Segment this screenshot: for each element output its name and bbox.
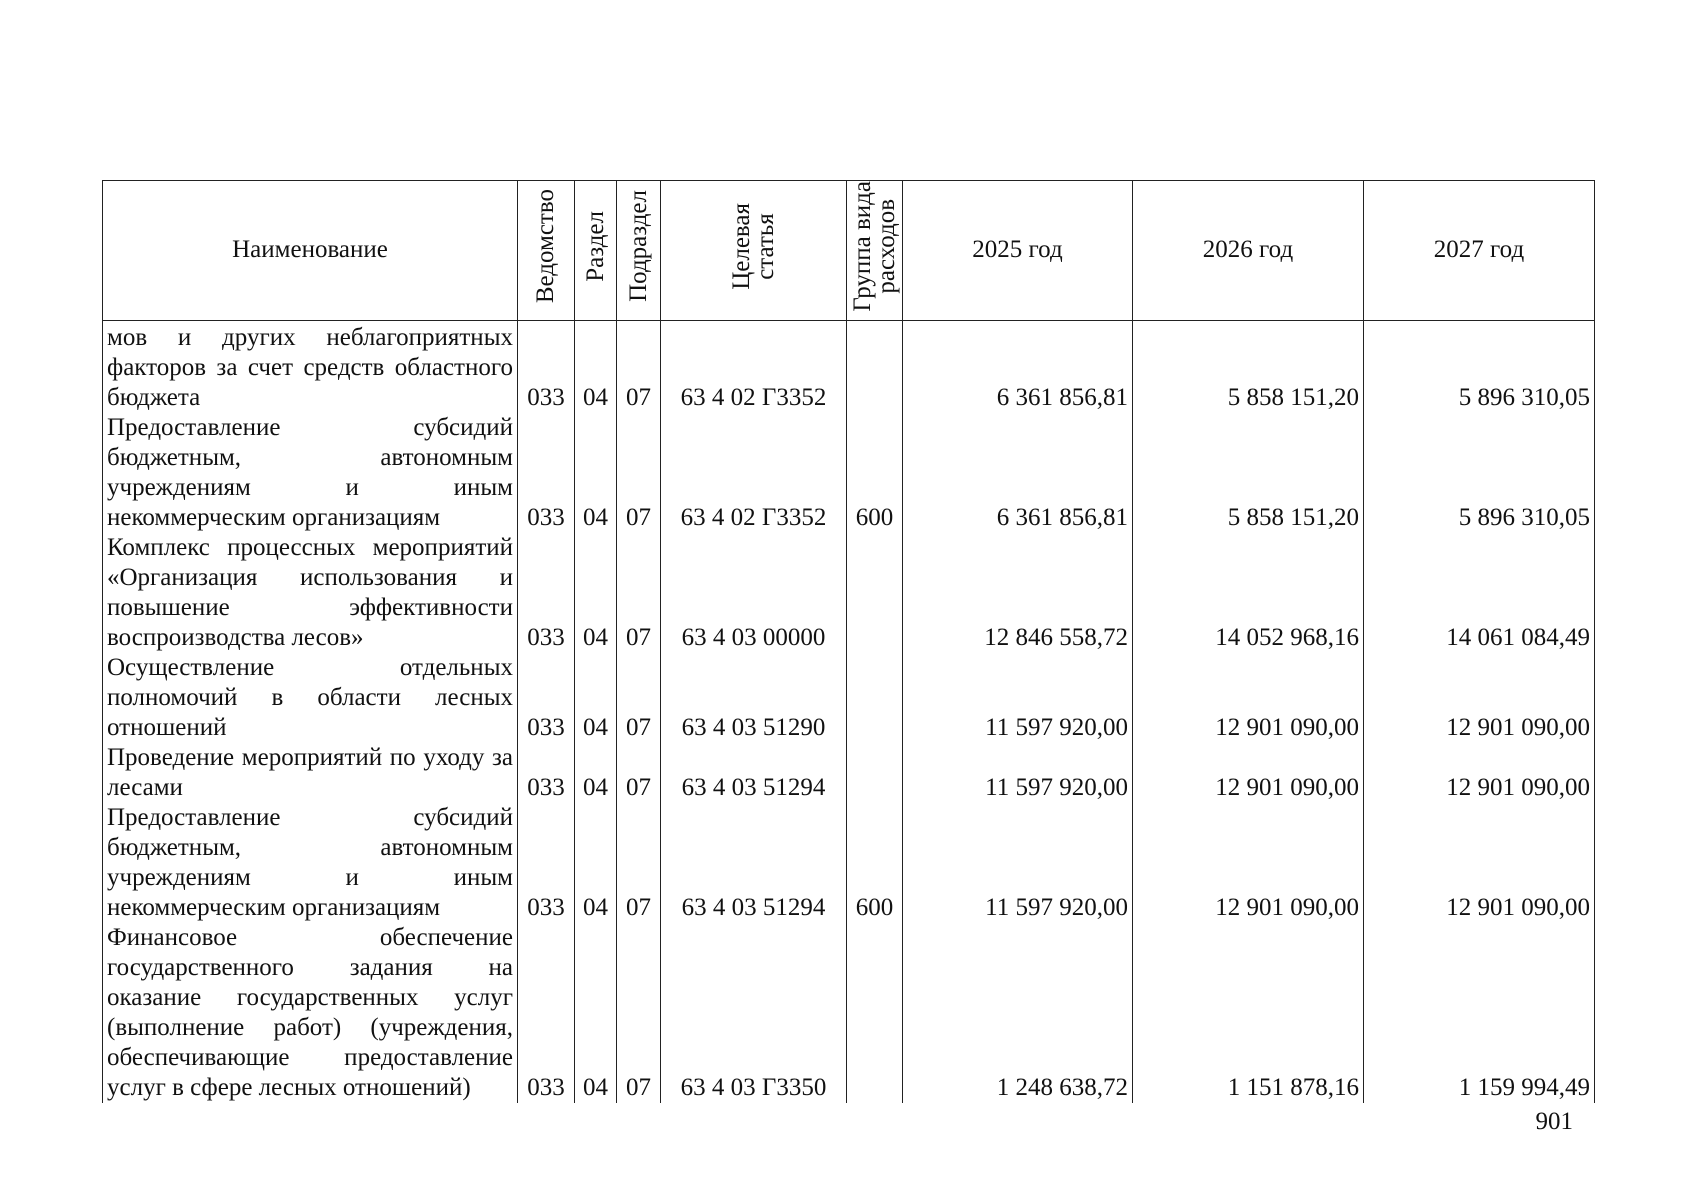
header-target-item: Целевая статья [661, 181, 847, 321]
row-amount-2026: 5 858 151,20 [1133, 320, 1364, 413]
row-expense-group [847, 743, 903, 803]
row-target-item: 63 4 02 Г3352 [661, 320, 847, 413]
row-amount-2025: 11 597 920,00 [903, 653, 1133, 743]
row-amount-2025: 6 361 856,81 [903, 320, 1133, 413]
row-amount-2025: 1 248 638,72 [903, 923, 1133, 1103]
page-number: 901 [1535, 1108, 1573, 1135]
row-expense-group [847, 923, 903, 1103]
row-department: 033 [518, 320, 575, 413]
row-subsection: 07 [617, 533, 661, 653]
row-target-item: 63 4 03 Г3350 [661, 923, 847, 1103]
row-subsection: 07 [617, 320, 661, 413]
row-amount-2025: 11 597 920,00 [903, 803, 1133, 923]
row-subsection: 07 [617, 653, 661, 743]
table-row [103, 320, 1595, 413]
header-expense-group: Группа вида расходов [847, 181, 903, 321]
row-target-item: 63 4 03 51290 [661, 653, 847, 743]
row-name: мов и других неблагоприятных факторов за счет средств областного бюджета [103, 320, 518, 413]
table-row [103, 923, 1595, 1103]
row-section: 04 [575, 653, 617, 743]
row-subsection: 07 [617, 923, 661, 1103]
row-subsection: 07 [617, 803, 661, 923]
row-section: 04 [575, 803, 617, 923]
row-subsection: 07 [617, 413, 661, 533]
row-amount-2026: 14 052 968,16 [1133, 533, 1364, 653]
header-year-2027: 2027 год [1364, 181, 1595, 321]
row-amount-2027: 12 901 090,00 [1364, 743, 1595, 803]
table-row [103, 653, 1595, 743]
row-department: 033 [518, 533, 575, 653]
row-name: Финансовое обеспечение государственного задания на оказание государственных услуг (выполнение работ) (учреждения, обеспечивающие предоставление услуг в сфере лесных отношений) [103, 923, 518, 1103]
header-year-2026: 2026 год [1133, 181, 1364, 321]
row-target-item: 63 4 03 51294 [661, 743, 847, 803]
table-row [103, 413, 1595, 533]
row-expense-group [847, 320, 903, 413]
row-amount-2026: 12 901 090,00 [1133, 803, 1364, 923]
row-amount-2025: 6 361 856,81 [903, 413, 1133, 533]
row-amount-2027: 5 896 310,05 [1364, 320, 1595, 413]
table-row [103, 533, 1595, 653]
row-amount-2025: 11 597 920,00 [903, 743, 1133, 803]
row-department: 033 [518, 923, 575, 1103]
row-expense-group: 600 [847, 413, 903, 533]
row-subsection: 07 [617, 743, 661, 803]
row-section: 04 [575, 743, 617, 803]
row-amount-2026: 12 901 090,00 [1133, 653, 1364, 743]
row-expense-group [847, 533, 903, 653]
row-amount-2026: 5 858 151,20 [1133, 413, 1364, 533]
row-name: Комплекс процессных мероприятий «Организация использования и повышение эффективности воспроизводства лесов» [103, 533, 518, 653]
header-name: Наименование [103, 181, 518, 321]
row-amount-2027: 5 896 310,05 [1364, 413, 1595, 533]
row-expense-group: 600 [847, 803, 903, 923]
table-row [103, 803, 1595, 923]
row-amount-2027: 1 159 994,49 [1364, 923, 1595, 1103]
row-section: 04 [575, 923, 617, 1103]
row-department: 033 [518, 743, 575, 803]
budget-table [102, 180, 1595, 1103]
row-target-item: 63 4 03 00000 [661, 533, 847, 653]
row-amount-2027: 12 901 090,00 [1364, 803, 1595, 923]
row-name: Проведение мероприятий по уходу за лесами [103, 743, 518, 803]
row-section: 04 [575, 533, 617, 653]
row-target-item: 63 4 03 51294 [661, 803, 847, 923]
row-name: Осуществление отдельных полномочий в области лесных отношений [103, 653, 518, 743]
header-department: Ведомство [518, 181, 575, 321]
row-name: Предоставление субсидий бюджетным, автономным учреждениям и иным некоммерческим организациям [103, 803, 518, 923]
row-amount-2025: 12 846 558,72 [903, 533, 1133, 653]
table-row [103, 743, 1595, 803]
row-expense-group [847, 653, 903, 743]
header-section: Раздел [575, 181, 617, 321]
row-amount-2026: 1 151 878,16 [1133, 923, 1364, 1103]
row-department: 033 [518, 803, 575, 923]
row-amount-2027: 14 061 084,49 [1364, 533, 1595, 653]
row-name: Предоставление субсидий бюджетным, автономным учреждениям и иным некоммерческим организациям [103, 413, 518, 533]
header-row [103, 181, 1595, 321]
header-year-2025: 2025 год [903, 181, 1133, 321]
row-department: 033 [518, 653, 575, 743]
row-target-item: 63 4 02 Г3352 [661, 413, 847, 533]
row-section: 04 [575, 320, 617, 413]
row-department: 033 [518, 413, 575, 533]
header-subsection: Подраздел [617, 181, 661, 321]
row-amount-2027: 12 901 090,00 [1364, 653, 1595, 743]
row-section: 04 [575, 413, 617, 533]
row-amount-2026: 12 901 090,00 [1133, 743, 1364, 803]
